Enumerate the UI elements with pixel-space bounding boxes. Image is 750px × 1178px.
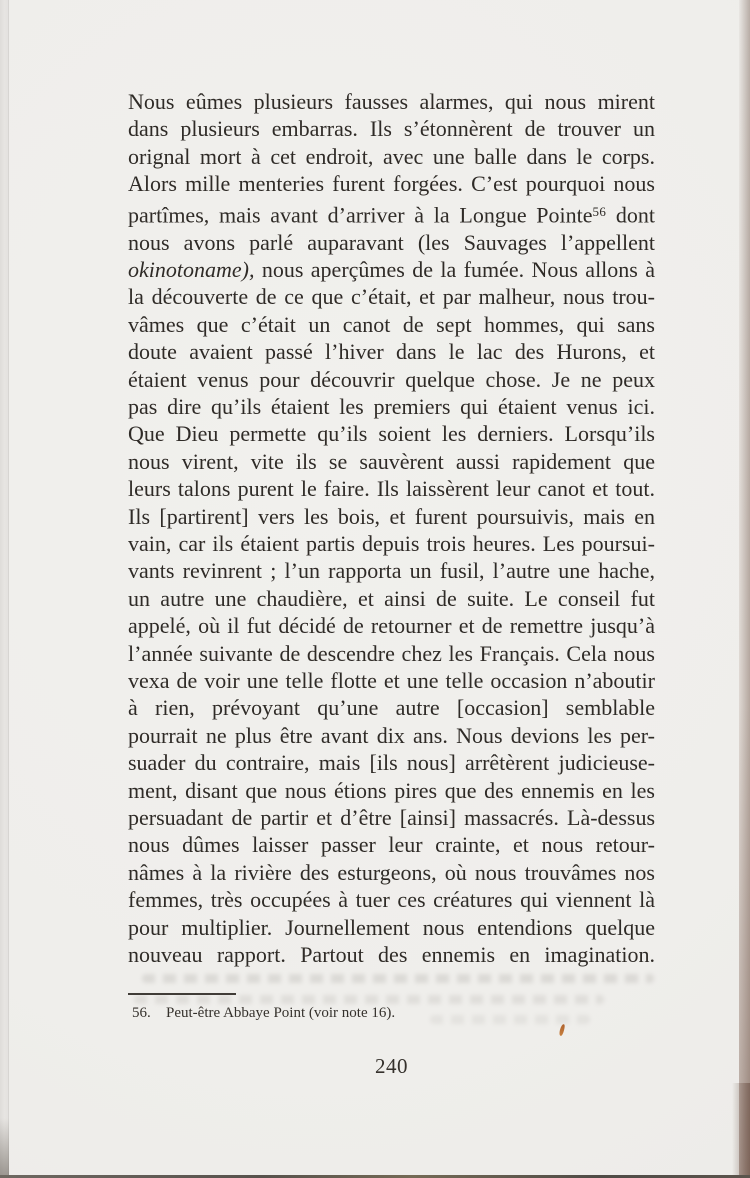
text-segment: vain, car ils étaient partis depuis trois heures. Les poursui- bbox=[128, 531, 655, 556]
text-segment: dont bbox=[606, 202, 655, 228]
text-line bbox=[128, 612, 655, 639]
text-line bbox=[128, 420, 655, 447]
text-segment: ment, disant que nous étions pires que des ennemis en les bbox=[128, 777, 655, 803]
page-left-edge bbox=[0, 0, 9, 1178]
text-segment: nous virent, vite ils se sauvèrent aussi rapidement que bbox=[128, 448, 655, 474]
text-segment: Que Dieu permette qu’ils soient les derniers. Lorsqu’ils bbox=[128, 421, 655, 447]
text-line bbox=[128, 338, 655, 365]
text-line bbox=[128, 777, 655, 804]
italic-word: okinotoname), bbox=[128, 256, 255, 282]
text-segment: Nous eûmes plusieurs fausses alarmes, qui nous mirent bbox=[128, 89, 655, 114]
text-segment: Alors mille menteries furent forgées. C’est pourquoi nous bbox=[128, 171, 655, 197]
text-line bbox=[128, 88, 655, 115]
text-line bbox=[128, 448, 655, 475]
page-number: 240 bbox=[375, 1054, 408, 1078]
text-line bbox=[128, 115, 655, 142]
text-segment: un autre une chaudière, et ainsi de suite. Le conseil fut bbox=[128, 585, 655, 611]
text-line bbox=[128, 530, 655, 557]
text-line bbox=[128, 941, 655, 968]
text-line bbox=[128, 503, 655, 530]
text-segment: partîmes, mais avant d’arriver à la Longue Pointe bbox=[128, 202, 593, 228]
text-segment: nâmes à la rivière des esturgeons, où nous trouvâmes nos bbox=[128, 859, 655, 885]
text-segment: vâmes que c’était un canot de sept hommes, qui sans bbox=[128, 311, 655, 337]
text-line bbox=[128, 804, 655, 831]
footnote-text: Peut-être Abbaye Point (voir note 16). bbox=[166, 1005, 396, 1021]
text-line bbox=[128, 170, 655, 197]
paper-stain bbox=[559, 1024, 566, 1037]
page-right-edge bbox=[739, 0, 750, 1178]
text-line bbox=[128, 640, 655, 667]
text-line bbox=[128, 585, 655, 612]
text-line bbox=[128, 475, 655, 502]
text-segment: dans plusieurs embarras. Ils s’étonnèrent de trouver un bbox=[128, 116, 655, 142]
text-line bbox=[128, 229, 655, 256]
text-line bbox=[128, 283, 655, 310]
text-segment: femmes, très occupées à tuer ces créatures qui viennent là bbox=[128, 887, 655, 913]
text-segment: Ils [partirent] vers les bois, et furent poursuivis, mais en bbox=[128, 503, 655, 529]
text-line bbox=[128, 143, 655, 170]
footnote-ref: 56 bbox=[592, 203, 607, 219]
text-line bbox=[128, 256, 655, 283]
text-segment: orignal mort à cet endroit, avec une balle dans le corps. bbox=[128, 143, 655, 169]
show-through-text bbox=[142, 974, 654, 983]
text-line bbox=[128, 831, 655, 858]
text-segment: doute avaient passé l’hiver dans le lac des Hurons, et bbox=[128, 339, 655, 365]
footnote-divider bbox=[128, 993, 236, 995]
text-segment: l’année suivante de descendre chez les Français. Cela nous bbox=[128, 640, 655, 666]
text-segment: nous aperçûmes de la fumée. Nous allons à bbox=[254, 256, 655, 282]
page-corner-shadow bbox=[732, 1083, 750, 1178]
text-segment: suader du contraire, mais [ils nous] arrêtèrent judicieuse- bbox=[128, 750, 655, 776]
text-line bbox=[128, 557, 655, 584]
text-segment: nous avons parlé auparavant (les Sauvages l’appellent bbox=[128, 229, 655, 255]
footnote bbox=[132, 1004, 632, 1023]
text-line bbox=[128, 667, 655, 694]
page-left-edge-shadow bbox=[0, 1118, 9, 1178]
text-line bbox=[128, 914, 655, 941]
text-segment: nouveau rapport. Partout des ennemis en imagination. bbox=[128, 942, 655, 968]
text-line bbox=[128, 749, 655, 776]
text-segment: la découverte de ce que c’était, et par malheur, nous trou- bbox=[128, 284, 655, 310]
text-segment: étaient venus pour découvrir quelque chose. Je ne peux bbox=[128, 366, 655, 392]
text-segment: appelé, où il fut décidé de retourner et de remettre jusqu’à bbox=[128, 613, 655, 639]
body-text bbox=[128, 88, 655, 969]
footnote-number: 56. bbox=[132, 1005, 151, 1021]
text-segment: vants revinrent ; l’un rapporta un fusil, l’autre une hache, bbox=[128, 558, 655, 584]
text-segment: à rien, prévoyant qu’une autre [occasion] semblable bbox=[128, 695, 655, 721]
text-segment: nous dûmes laisser passer leur crainte, et nous retour- bbox=[128, 832, 655, 858]
text-segment: persuadant de partir et d’être [ainsi] massacrés. Là-dessus bbox=[128, 805, 655, 831]
text-line bbox=[128, 694, 655, 721]
text-segment: pourrait ne plus être avant dix ans. Nous devions les per- bbox=[128, 722, 655, 748]
text-line bbox=[128, 886, 655, 913]
text-segment: vexa de voir une telle flotte et une telle occasion n’aboutir bbox=[128, 668, 655, 694]
text-segment: pour multiplier. Journellement nous entendions quelque bbox=[128, 914, 655, 940]
text-line bbox=[128, 859, 655, 886]
text-line bbox=[128, 722, 655, 749]
show-through-text bbox=[134, 995, 604, 1004]
text-segment: pas dire qu’ils étaient les premiers qui étaient venus ici. bbox=[128, 393, 655, 419]
text-line bbox=[128, 366, 655, 393]
text-line bbox=[128, 311, 655, 338]
text-line bbox=[128, 393, 655, 420]
text-segment: leurs talons purent le faire. Ils laissèrent leur canot et tout. bbox=[128, 476, 655, 502]
text-line bbox=[128, 198, 655, 229]
